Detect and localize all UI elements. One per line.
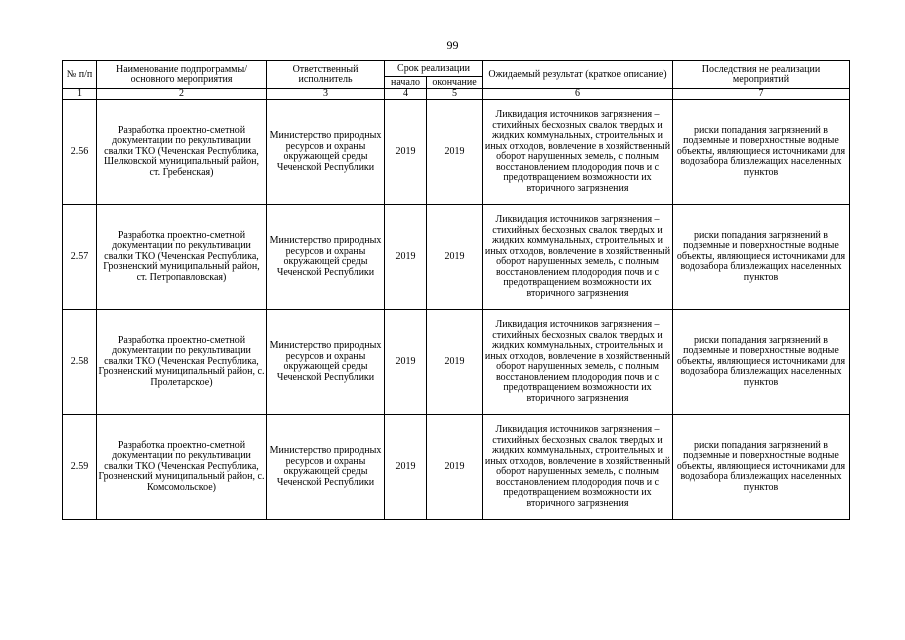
column-index: 2 [97, 89, 267, 100]
row-number: 2.58 [63, 310, 97, 415]
header-period: Срок реализации [385, 61, 483, 77]
end-year: 2019 [427, 100, 483, 205]
header-end: окончание [427, 77, 483, 89]
consequences: риски попадания загрязнений в подземные и поверхностные водные объекты, являющиеся источниками для водозабора близлежащих населенных пунктов [673, 100, 850, 205]
responsible-executor: Министерство природных ресурсов и охраны окружающей среды Чеченской Республики [267, 415, 385, 520]
responsible-executor: Министерство природных ресурсов и охраны окружающей среды Чеченской Республики [267, 100, 385, 205]
column-index: 7 [673, 89, 850, 100]
table-row [63, 415, 850, 520]
end-year: 2019 [427, 415, 483, 520]
start-year: 2019 [385, 310, 427, 415]
measure-name: Разработка проектно-сметной документации по рекультивации свалки ТКО (Чеченская Республика, Грозненский муниципальный район, ст. Петропавловская) [97, 205, 267, 310]
header-start: начало [385, 77, 427, 89]
consequences: риски попадания загрязнений в подземные и поверхностные водные объекты, являющиеся источниками для водозабора близлежащих населенных пунктов [673, 310, 850, 415]
consequences: риски попадания загрязнений в подземные и поверхностные водные объекты, являющиеся источниками для водозабора близлежащих населенных пунктов [673, 205, 850, 310]
column-index: 4 [385, 89, 427, 100]
row-number: 2.57 [63, 205, 97, 310]
header-result: Ожидаемый результат (краткое описание) [483, 61, 673, 89]
responsible-executor: Министерство природных ресурсов и охраны окружающей среды Чеченской Республики [267, 205, 385, 310]
expected-result: Ликвидация источников загрязнения – стихийных бесхозных свалок твердых и жидких коммунальных, строительных и иных отходов, вовлечение в хозяйственный оборот нарушенных земель, с полным восстановлением плодородия почв и с предотвращением возможности их вторичного загрязнения [483, 205, 673, 310]
consequences: риски попадания загрязнений в подземные и поверхностные водные объекты, являющиеся источниками для водозабора близлежащих населенных пунктов [673, 415, 850, 520]
end-year: 2019 [427, 310, 483, 415]
row-number: 2.56 [63, 100, 97, 205]
column-index-row [63, 89, 850, 100]
start-year: 2019 [385, 415, 427, 520]
column-index: 3 [267, 89, 385, 100]
header-number: № п/п [63, 61, 97, 89]
measure-name: Разработка проектно-сметной документации по рекультивации свалки ТКО (Чеченская Республика, Шелковской муниципальный район, ст. Гребенская) [97, 100, 267, 205]
header-executor: Ответственный исполнитель [267, 61, 385, 89]
expected-result: Ликвидация источников загрязнения – стихийных бесхозных свалок твердых и жидких коммунальных, строительных и иных отходов, вовлечение в хозяйственный оборот нарушенных земель, с полным восстановлением плодородия почв и с предотвращением возможности их вторичного загрязнения [483, 415, 673, 520]
end-year: 2019 [427, 205, 483, 310]
table-row [63, 205, 850, 310]
expected-result: Ликвидация источников загрязнения – стихийных бесхозных свалок твердых и жидких коммунальных, строительных и иных отходов, вовлечение в хозяйственный оборот нарушенных земель, с полным восстановлением плодородия почв и с предотвращением возможности их вторичного загрязнения [483, 100, 673, 205]
column-index: 6 [483, 89, 673, 100]
measure-name: Разработка проектно-сметной документации по рекультивации свалки ТКО (Чеченская Республика, Грозненский муниципальный район, с. Комсомольское) [97, 415, 267, 520]
row-number: 2.59 [63, 415, 97, 520]
measures-table [62, 60, 850, 520]
start-year: 2019 [385, 100, 427, 205]
table-row [63, 310, 850, 415]
start-year: 2019 [385, 205, 427, 310]
header-consequences: Последствия не реализации мероприятий [673, 61, 850, 89]
header-name: Наименование подпрограммы/ основного мероприятия [97, 61, 267, 89]
measure-name: Разработка проектно-сметной документации по рекультивации свалки ТКО (Чеченская Республика, Грозненский муниципальный район, с. Пролетарское) [97, 310, 267, 415]
responsible-executor: Министерство природных ресурсов и охраны окружающей среды Чеченской Республики [267, 310, 385, 415]
page-number: 99 [446, 38, 459, 52]
table-row [63, 100, 850, 205]
column-index: 5 [427, 89, 483, 100]
column-index: 1 [63, 89, 97, 100]
expected-result: Ликвидация источников загрязнения – стихийных бесхозных свалок твердых и жидких коммунальных, строительных и иных отходов, вовлечение в хозяйственный оборот нарушенных земель, с полным восстановлением плодородия почв и с предотвращением возможности их вторичного загрязнения [483, 310, 673, 415]
table-header [63, 61, 850, 100]
